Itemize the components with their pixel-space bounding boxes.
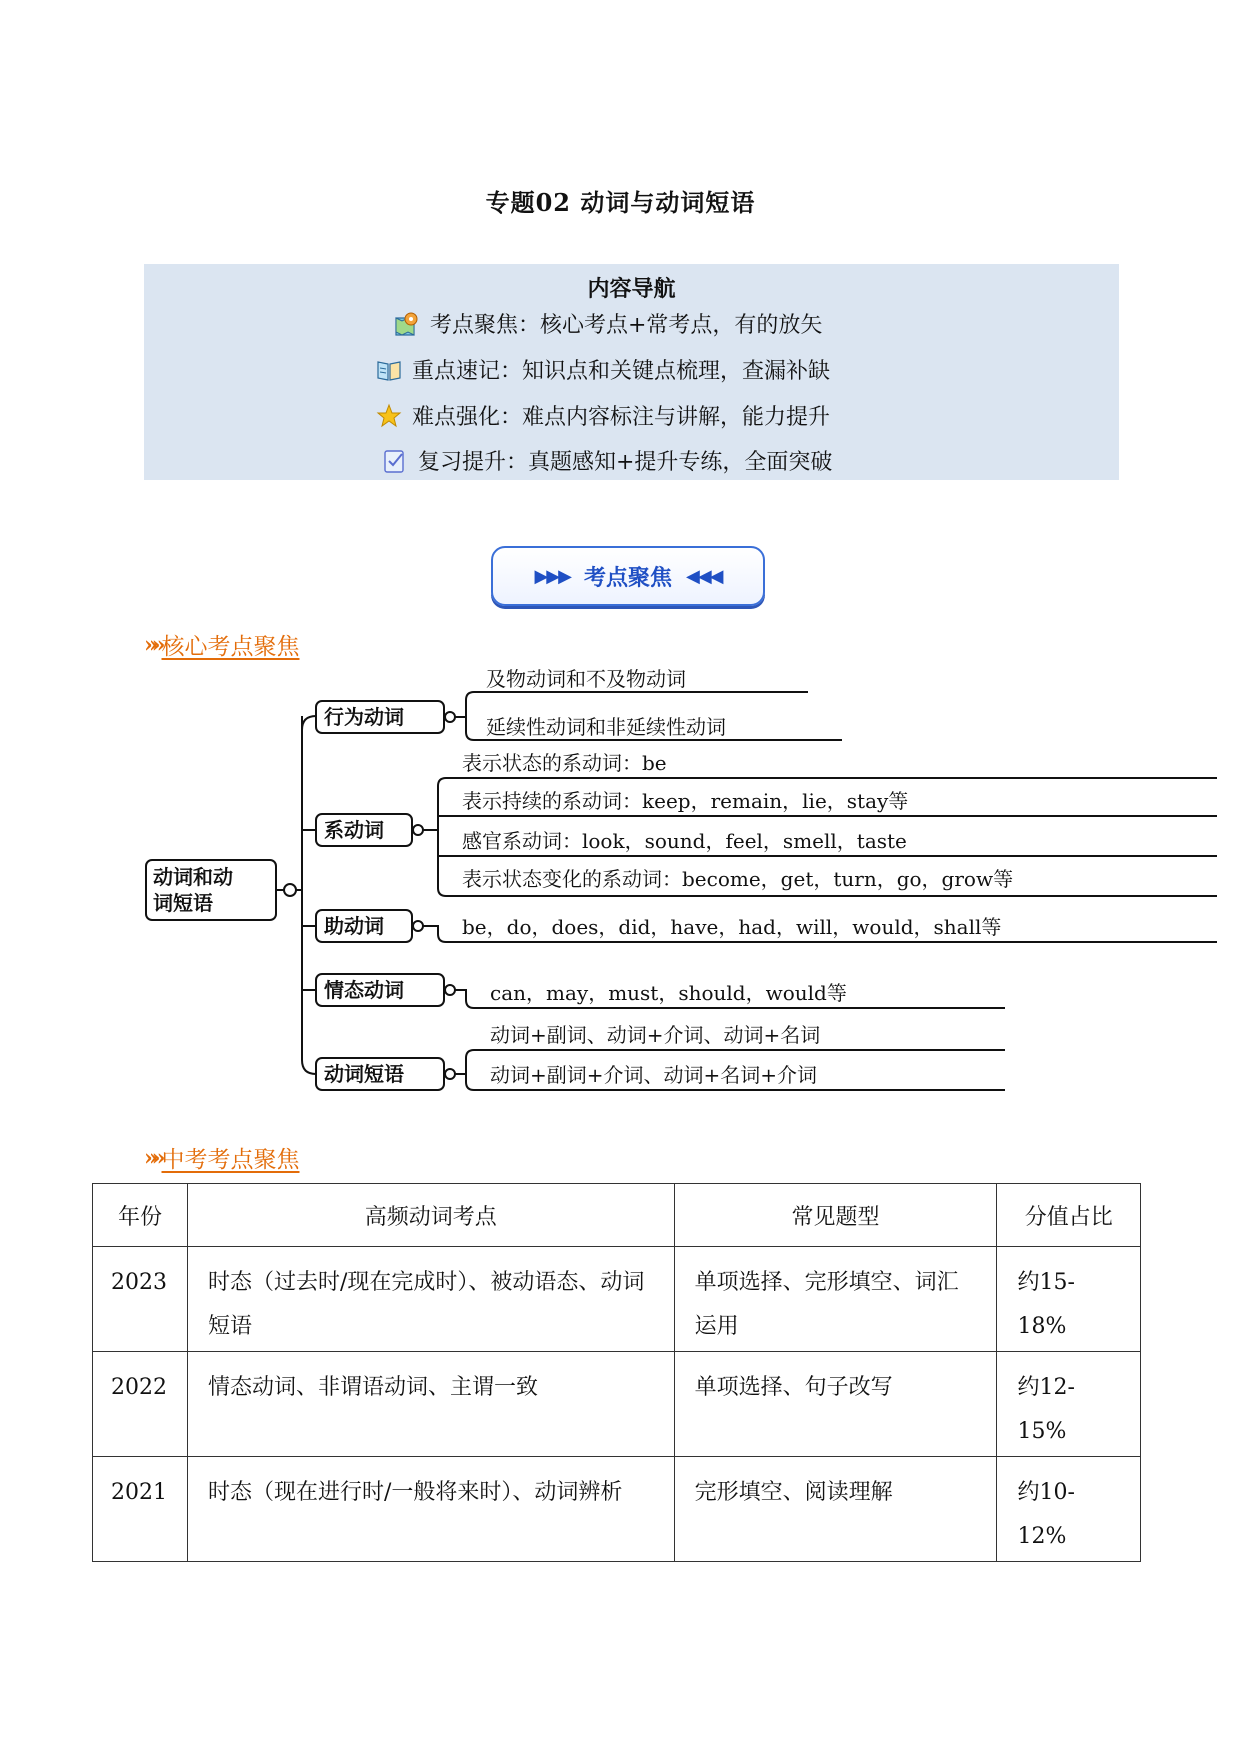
mindmap-leaf: 表示状态变化的系动词：become，get，turn，go，grow等 [462, 867, 1014, 891]
mindmap-leaf: 及物动词和不及物动词 [486, 667, 686, 691]
types-cell: 单项选择、完形填空、词汇运用 [674, 1247, 997, 1352]
nav-item-text: 复习提升：真题感知+提升专练，全面突破 [418, 450, 833, 475]
mindmap-leaf: 动词+副词+介词、动词+名词+介词 [490, 1063, 818, 1087]
mindmap-leaf: 延续性动词和非延续性动词 [486, 715, 726, 739]
nav-item-text: 难点强化：难点内容标注与讲解，能力提升 [412, 405, 831, 430]
points-cell: 时态（过去时/现在完成时）、被动语态、动词短语 [188, 1247, 675, 1352]
nav-title: 内容导航 [587, 276, 676, 302]
share-cell: 约15-18% [997, 1247, 1141, 1352]
mindmap-leaf: can，may，must，should，would等 [490, 981, 847, 1005]
column-header: 分值占比 [997, 1184, 1141, 1247]
mindmap-leaf: 动词+副词、动词+介词、动词+名词 [490, 1023, 821, 1047]
section-heading-text: 核心考点聚焦 [161, 634, 300, 660]
types-cell: 完形填空、阅读理解 [674, 1457, 997, 1562]
nav-item-text: 重点速记：知识点和关键点梳理，查漏补缺 [412, 359, 831, 384]
mindmap-leaf: be，do，does，did，have，had，will，would，shall等 [462, 915, 1002, 939]
page-title: 专题02 动词与动词短语 [485, 188, 756, 217]
mindmap-branch-label: 情态动词 [324, 978, 404, 1002]
points-cell: 时态（现在进行时/一般将来时）、动词辨析 [188, 1457, 675, 1562]
mindmap-branch-label: 行为动词 [324, 705, 404, 729]
mindmap-leaf: 感官系动词：look，sound，feel，smell，taste [462, 829, 907, 853]
mindmap-root-line2: 词短语 [153, 891, 213, 915]
table-header-row [93, 1184, 1141, 1247]
year-cell: 2021 [93, 1457, 188, 1562]
banner-label: 考点聚焦 [583, 564, 672, 591]
column-header: 高频动词考点 [188, 1184, 675, 1247]
left-arrows-icon: ◀◀◀ [686, 565, 722, 587]
year-cell: 2022 [93, 1352, 188, 1457]
table-row [93, 1247, 1141, 1352]
exam-points-table [92, 1183, 1141, 1562]
right-arrows-icon: ▶▶▶ [534, 565, 570, 587]
double-chevron-icon: »» [144, 1144, 160, 1171]
share-cell: 约12-15% [997, 1352, 1141, 1457]
column-header: 常见题型 [674, 1184, 997, 1247]
year-cell: 2023 [93, 1247, 188, 1352]
nav-item-text: 考点聚焦：核心考点+常考点，有的放矢 [430, 313, 823, 338]
column-header: 年份 [93, 1184, 188, 1247]
types-cell: 单项选择、句子改写 [674, 1352, 997, 1457]
mindmap-root-line1: 动词和动 [153, 865, 233, 889]
points-cell: 情态动词、非谓语动词、主谓一致 [188, 1352, 675, 1457]
mindmap-branch-label: 动词短语 [324, 1062, 404, 1086]
mindmap-leaf: 表示持续的系动词：keep，remain，lie，stay等 [462, 789, 909, 813]
section-heading-text: 中考考点聚焦 [161, 1147, 300, 1173]
table-row [93, 1352, 1141, 1457]
section-heading-exam [144, 1141, 300, 1174]
mindmap-leaf: 表示状态的系动词：be [462, 751, 667, 775]
mindmap-branch-label: 助动词 [324, 914, 384, 938]
double-chevron-icon: »» [144, 631, 160, 658]
share-cell: 约10-12% [997, 1457, 1141, 1562]
table-row [93, 1457, 1141, 1562]
mindmap-branch-label: 系动词 [324, 818, 384, 842]
